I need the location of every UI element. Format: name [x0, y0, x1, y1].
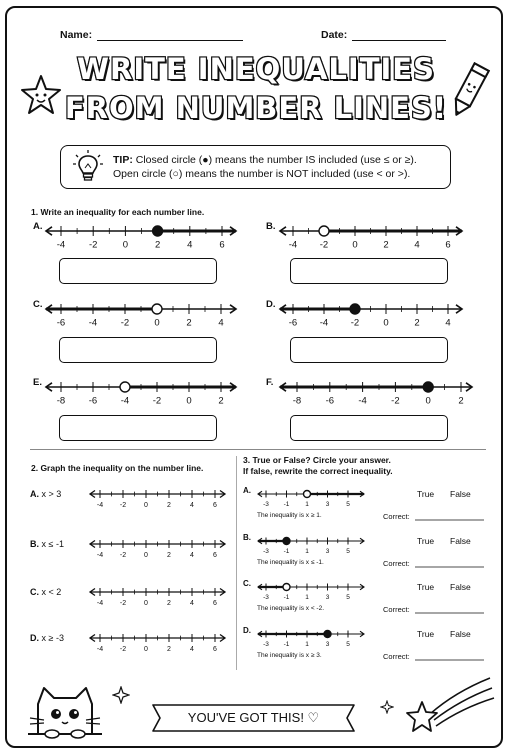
tick-label: -2	[350, 317, 360, 329]
problem-label: D.	[243, 626, 251, 635]
section2-number-line	[90, 634, 225, 653]
tick-label: -1	[283, 548, 290, 555]
tick-label: 2	[458, 395, 464, 407]
tick-label: -2	[88, 239, 98, 251]
problem-label: C.	[33, 299, 43, 310]
answer-box[interactable]	[290, 258, 448, 284]
tick-label: -4	[288, 239, 298, 251]
tick-label: 6	[213, 600, 217, 607]
problem-label: B.	[30, 539, 42, 549]
statement-text: The inequality is x ≥ 3.	[257, 652, 322, 659]
tick-label: -1	[283, 501, 290, 508]
problem-label: C.	[30, 587, 42, 597]
tick-label: 6	[213, 552, 217, 559]
tick-label: -6	[288, 317, 298, 329]
tick-label: 2	[167, 600, 171, 607]
tick-label: -6	[88, 395, 98, 407]
tick-label: -4	[56, 239, 66, 251]
tick-label: 1	[305, 501, 309, 508]
tick-label: 0	[144, 646, 148, 653]
tick-label: 5	[346, 594, 350, 601]
tick-label: 2	[167, 646, 171, 653]
open-circle	[283, 584, 290, 591]
tick-label: -4	[96, 502, 104, 509]
section2-title: 2. Graph the inequality on the number line.	[31, 463, 204, 473]
tick-label: 6	[445, 239, 451, 251]
problem-label: D.	[266, 299, 276, 310]
tick-label: 0	[154, 317, 160, 329]
tick-label: 6	[213, 646, 217, 653]
correct-label: Correct:	[383, 605, 410, 614]
shooting-star-icon	[400, 672, 496, 734]
inequality-text: x ≤ -1	[41, 539, 64, 549]
tick-label: 6	[213, 502, 217, 509]
answer-box[interactable]	[59, 415, 217, 441]
section3-number-line	[258, 584, 364, 602]
section3-title-line2: If false, rewrite the correct inequality.	[243, 466, 393, 476]
problem-label: B.	[243, 533, 251, 542]
section3-title-line1: 3. True or False? Circle your answer.	[243, 455, 391, 465]
true-option[interactable]: True	[417, 629, 435, 639]
true-option[interactable]: True	[417, 489, 435, 499]
tick-label: -4	[120, 395, 130, 407]
problem-label: E.	[33, 377, 42, 388]
section2-number-line	[90, 588, 225, 607]
false-option[interactable]: False	[450, 536, 471, 546]
tick-label: 2	[154, 239, 161, 251]
tick-label: -2	[119, 502, 127, 509]
tick-label: 0	[144, 600, 148, 607]
graph-problem	[30, 489, 61, 499]
tick-label: 0	[383, 317, 389, 329]
correct-label: Correct:	[383, 559, 410, 568]
name-label: Name:	[60, 29, 93, 41]
tick-label: 0	[144, 502, 148, 509]
tip-label: TIP:	[113, 154, 133, 166]
banner-text: YOU'VE GOT THIS! ♡	[187, 710, 320, 725]
problem-label: A.	[33, 221, 43, 232]
inequality-text: x < 2	[41, 587, 62, 597]
tick-label: -2	[119, 600, 127, 607]
tick-label: 4	[190, 502, 194, 509]
inequality-text: x ≥ -3	[41, 633, 64, 643]
date-label: Date:	[321, 29, 348, 41]
tick-label: 4	[187, 239, 193, 251]
tick-label: -4	[358, 395, 367, 407]
tick-label: -4	[96, 600, 104, 607]
graph-problem	[30, 539, 64, 549]
tick-label: -3	[263, 594, 269, 601]
tick-label: 4	[190, 552, 194, 559]
false-option[interactable]: False	[450, 582, 471, 592]
true-option[interactable]: True	[417, 582, 435, 592]
section2-number-line	[90, 490, 225, 509]
tick-label: 5	[346, 548, 350, 555]
encouragement-banner	[151, 703, 356, 733]
tick-label: -2	[391, 395, 400, 407]
tick-label: 0	[144, 552, 148, 559]
problem-label: A.	[243, 486, 251, 495]
tick-label: 4	[218, 317, 224, 329]
answer-box[interactable]	[59, 337, 217, 363]
statement-text: The inequality is x ≤ -1.	[257, 559, 324, 566]
true-option[interactable]: True	[417, 536, 435, 546]
tick-label: 5	[346, 641, 350, 648]
tick-label: 4	[445, 317, 451, 329]
graph-problem	[30, 587, 61, 597]
closed-circle	[283, 538, 290, 545]
worksheet-title-line1: WRITE INEQUALITIES	[77, 52, 435, 86]
closed-circle	[324, 631, 331, 638]
tick-label: 3	[325, 501, 330, 508]
tick-label: -2	[119, 552, 127, 559]
problem-label: C.	[243, 579, 251, 588]
tick-label: -3	[263, 501, 269, 508]
tick-label: 0	[122, 239, 129, 251]
tick-label: -3	[263, 641, 269, 648]
tick-label: -6	[56, 317, 66, 329]
section3-number-line	[258, 538, 364, 556]
tick-label: -2	[120, 317, 130, 329]
tick-label: -4	[96, 552, 104, 559]
graph-problem	[30, 633, 64, 643]
answer-box[interactable]	[290, 337, 448, 363]
sparkle-icon	[380, 700, 394, 714]
correct-label: Correct:	[383, 512, 410, 521]
answer-box[interactable]	[290, 415, 448, 441]
tick-label: 2	[414, 317, 420, 329]
section1-title: 1. Write an inequality for each number line.	[31, 207, 205, 217]
tick-label: 2	[218, 395, 224, 407]
problem-label: A.	[30, 489, 42, 499]
tick-label: -2	[119, 646, 127, 653]
tick-label: 0	[186, 395, 192, 407]
tick-label: 3	[325, 594, 330, 601]
tick-label: -8	[56, 395, 66, 407]
section3-number-line	[258, 491, 364, 509]
tick-label: -2	[319, 239, 329, 251]
statement-text: The inequality is x < -2.	[257, 605, 325, 612]
tick-label: -4	[88, 317, 98, 329]
tick-label: 4	[190, 646, 194, 653]
worksheet-title-line2: FROM NUMBER LINES!	[64, 91, 448, 125]
section2-number-line	[90, 540, 225, 559]
tick-label: -2	[152, 395, 162, 407]
sparkle-icon	[112, 686, 130, 704]
tick-label: 2	[167, 552, 171, 559]
tick-label: 2	[383, 239, 389, 251]
inequality-text: x > 3	[41, 489, 62, 499]
tick-label: 1	[305, 641, 309, 648]
tick-label: 0	[425, 395, 431, 407]
tick-label: 1	[305, 594, 309, 601]
open-circle	[304, 491, 311, 498]
problem-label: D.	[30, 633, 42, 643]
tick-label: 4	[190, 600, 194, 607]
tick-label: 2	[167, 502, 171, 509]
tick-label: 1	[305, 548, 309, 555]
tick-label: -8	[292, 395, 302, 407]
cat-icon	[26, 682, 104, 740]
tick-label: 6	[219, 239, 225, 251]
tip-line2: Open circle (○) means the number is NOT included (use < or >).	[113, 168, 411, 180]
tick-label: -3	[263, 548, 269, 555]
tick-label: -4	[96, 646, 104, 653]
false-option[interactable]: False	[450, 489, 471, 499]
tick-label: -6	[325, 395, 335, 407]
statement-text: The inequality is x ≥ 1.	[257, 512, 322, 519]
tick-label: -1	[283, 641, 290, 648]
answer-box[interactable]	[59, 258, 217, 284]
section3-number-line	[258, 631, 364, 649]
false-option[interactable]: False	[450, 629, 471, 639]
tick-label: 0	[352, 239, 358, 251]
tick-label: 5	[346, 501, 350, 508]
tick-label: 3	[325, 641, 330, 648]
tick-label: 4	[414, 239, 420, 251]
tick-label: 2	[186, 317, 192, 329]
tip-line1: Closed circle (●) means the number IS included (use ≤ or ≥).	[135, 154, 417, 166]
problem-label: B.	[266, 221, 276, 232]
tick-label: 3	[325, 548, 330, 555]
tick-label: -4	[319, 317, 329, 329]
correct-label: Correct:	[383, 652, 410, 661]
problem-label: F.	[266, 377, 274, 388]
tick-label: -1	[283, 594, 290, 601]
